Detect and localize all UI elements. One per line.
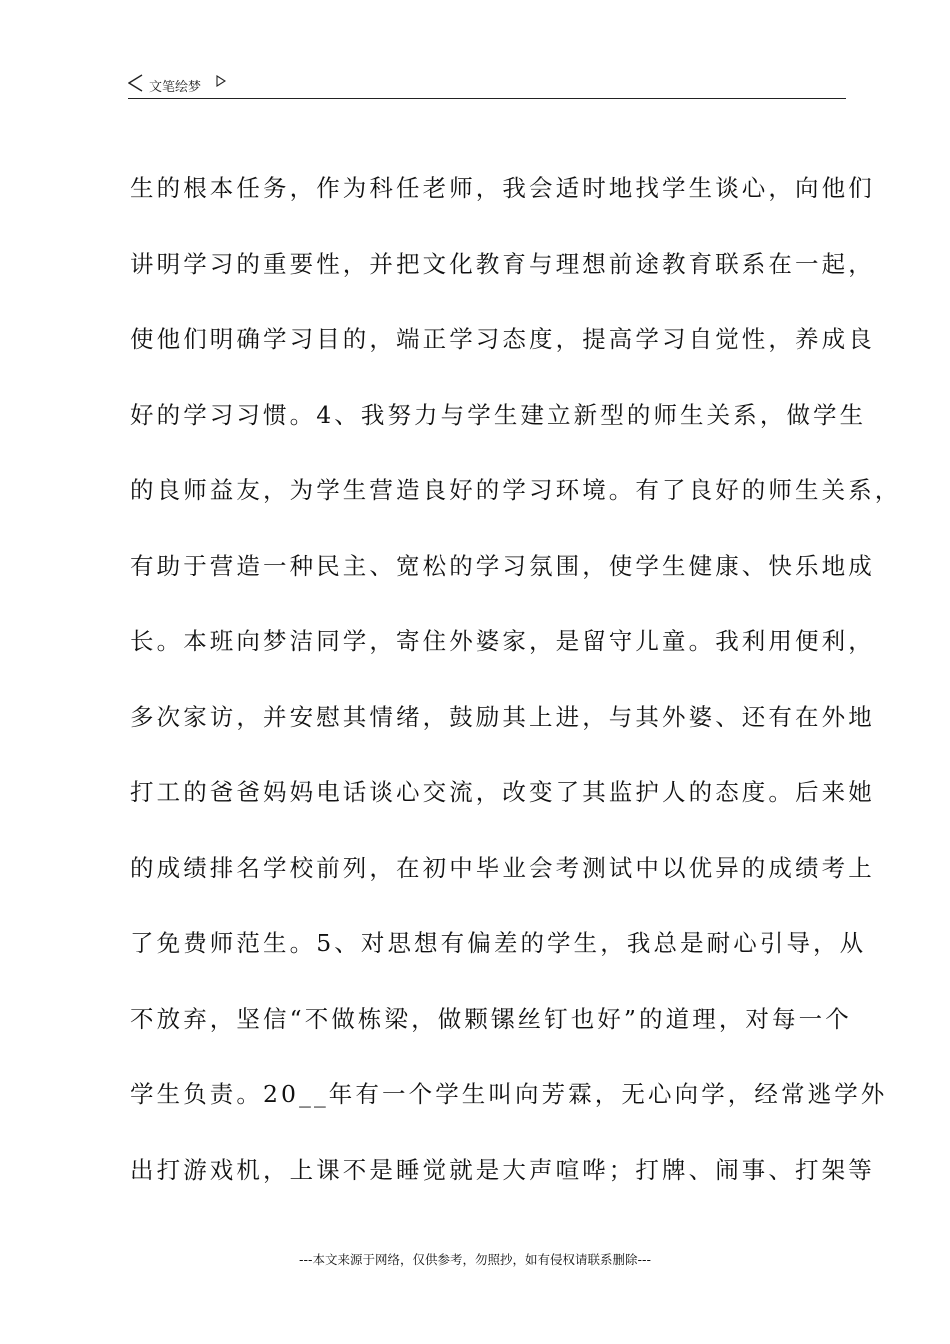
left-triangle-icon [128,74,144,92]
text-line: 多次家访，并安慰其情绪，鼓励其上进，与其外婆、还有在外地 [130,702,875,731]
right-triangle-icon [216,75,226,87]
text-line: 有助于营造一种民主、宽松的学习氛围，使学生健康、快乐地成 [130,551,875,580]
text-line: 出打游戏机，上课不是睡觉就是大声喧哗；打牌、闹事、打架等 [130,1155,875,1184]
text-line: 讲明学习的重要性，并把文化教育与理想前途教育联系在一起， [130,249,875,278]
text-line: 好的学习习惯。4、我努力与学生建立新型的师生关系，做学生 [130,400,867,429]
text-line: 了免费师范生。5、对思想有偏差的学生，我总是耐心引导，从 [130,929,867,957]
body-text [130,172,902,1229]
text-line: 学生负责。20__年有一个学生叫向芳霖，无心向学，经常逃学外 [130,1080,888,1108]
text-line: 生的根本任务，作为科任老师，我会适时地找学生谈心，向他们 [130,174,875,202]
header-title: 文笔绘梦 [149,80,202,95]
text-line: 使他们明确学习目的，端正学习态度，提高学习自觉性，养成良 [130,325,875,353]
text-line: 不放弃，坚信“不做栋梁，做颗镙丝钉也好”的道理，对每一个 [130,1004,852,1033]
text-line: 的良师益友，为学生营造良好的学习环境。有了良好的师生关系， [130,476,902,504]
footer-disclaimer: ---本文来源于网络，仅供参考，勿照抄，如有侵权请联系删除--- [298,1252,652,1267]
page-header [128,72,846,99]
text-line: 长。本班向梦洁同学，寄住外婆家，是留守儿童。我利用便利， [130,627,875,655]
text-line: 的成绩排名学校前列，在初中毕业会考测试中以优异的成绩考上 [130,853,875,882]
text-line: 打工的爸爸妈妈电话谈心交流，改变了其监护人的态度。后来她 [130,778,875,806]
